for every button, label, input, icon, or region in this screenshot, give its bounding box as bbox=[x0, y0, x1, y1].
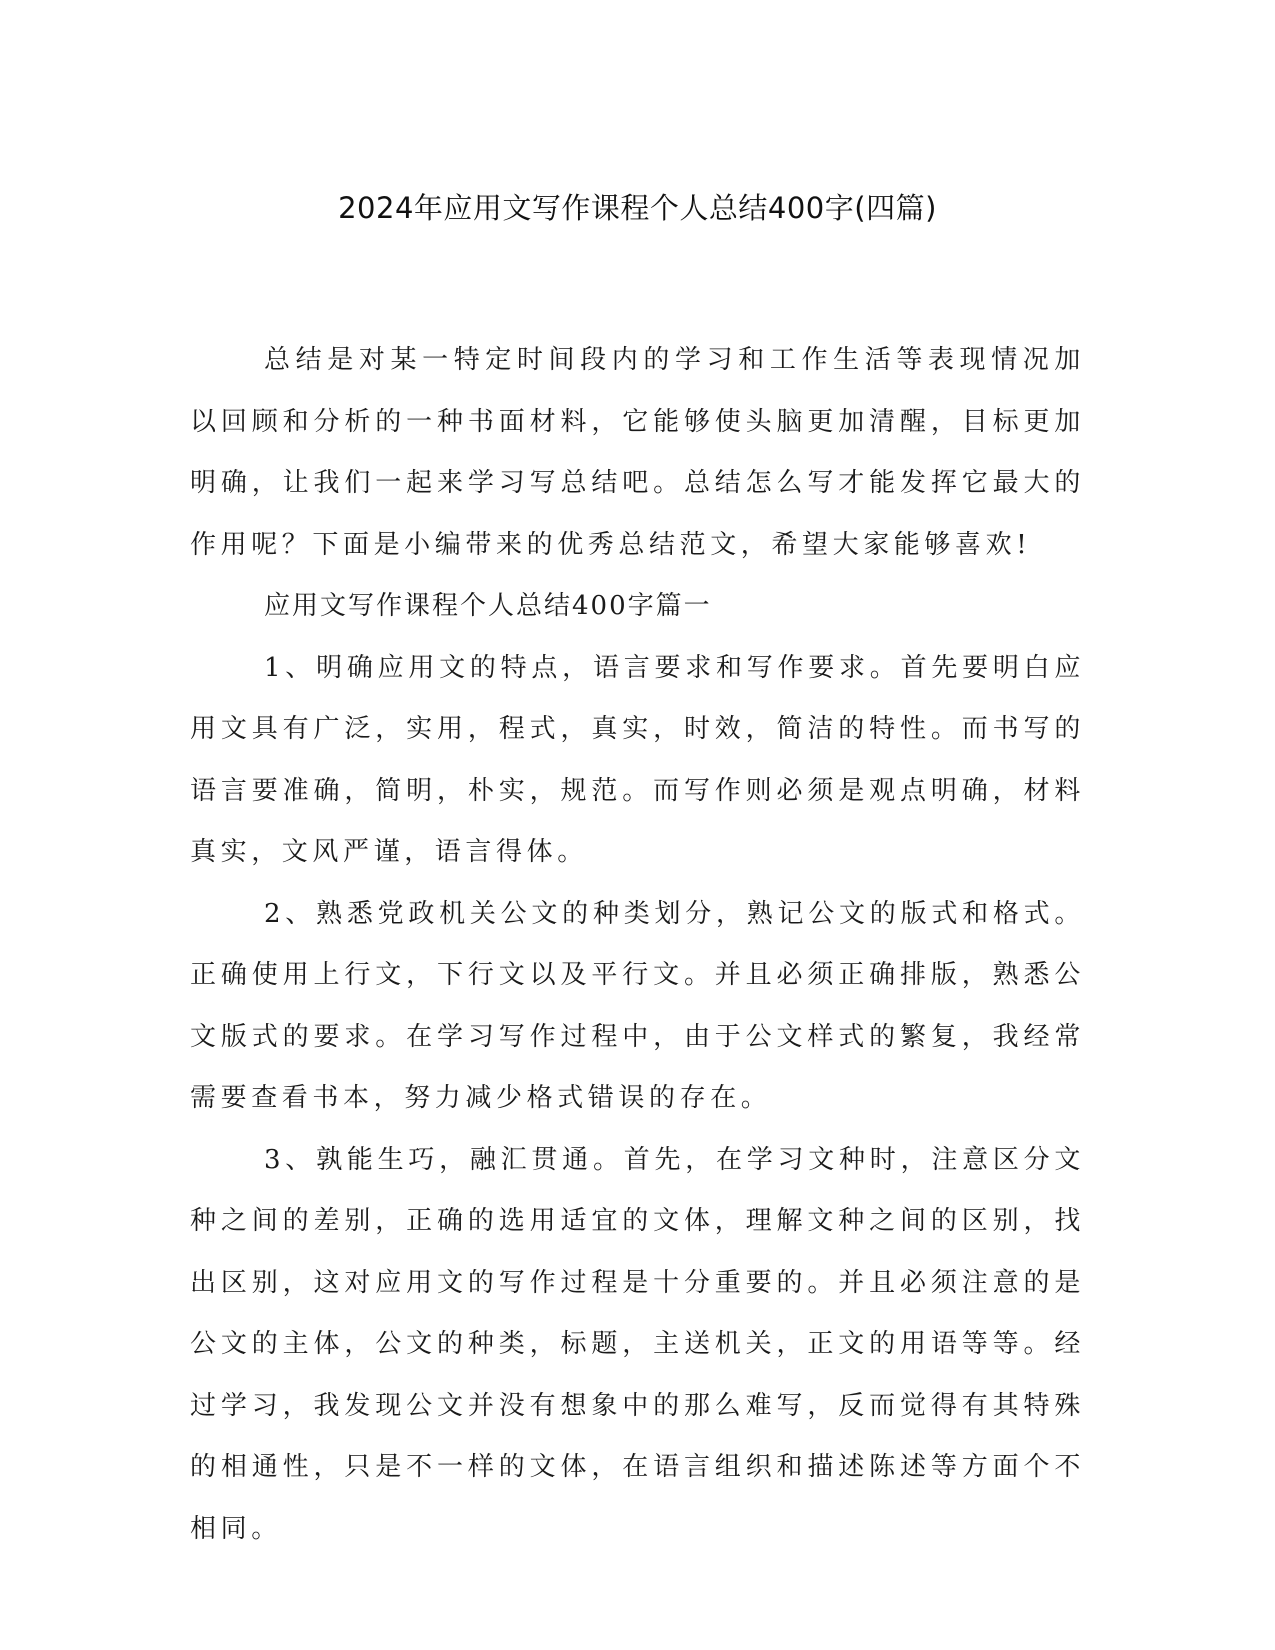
point-2-paragraph: 2、熟悉党政机关公文的种类划分，熟记公文的版式和格式。正确使用上行文，下行文以及平行文。并且必须正确排版，熟悉公文版式的要求。在学习写作过程中，由于公文样式的繁复，我经常需要查看书本，努力减少格式错误的存在。 bbox=[190, 898, 1085, 1113]
intro-paragraph: 总结是对某一特定时间段内的学习和工作生活等表现情况加以回顾和分析的一种书面材料，它能够使头脑更加清醒，目标更加明确，让我们一起来学习写总结吧。总结怎么写才能发挥它最大的作用呢？下面是小编带来的优秀总结范文，希望大家能够喜欢! bbox=[190, 345, 1085, 560]
section-heading: 应用文写作课程个人总结400字篇一 bbox=[264, 591, 712, 621]
point-3-paragraph: 3、孰能生巧，融汇贯通。首先，在学习文种时，注意区分文种之间的差别，正确的选用适宜的文体，理解文种之间的区别，找出区别，这对应用文的写作过程是十分重要的。并且必须注意的是公文的主体，公文的种类，标题，主送机关，正文的用语等等。经过学习，我发现公文并没有想象中的那么难写，反而觉得有其特殊的相通性，只是不一样的文体，在语言组织和描述陈述等方面个不相同。 bbox=[190, 1144, 1085, 1544]
document-title: 2024年应用文写作课程个人总结400字(四篇) bbox=[338, 191, 937, 225]
document-body bbox=[190, 330, 1085, 1560]
point-1-paragraph: 1、明确应用文的特点，语言要求和写作要求。首先要明白应用文具有广泛，实用，程式，真实，时效，简洁的特性。而书写的语言要准确，简明，朴实，规范。而写作则必须是观点明确，材料真实，文风严谨，语言得体。 bbox=[190, 652, 1085, 867]
